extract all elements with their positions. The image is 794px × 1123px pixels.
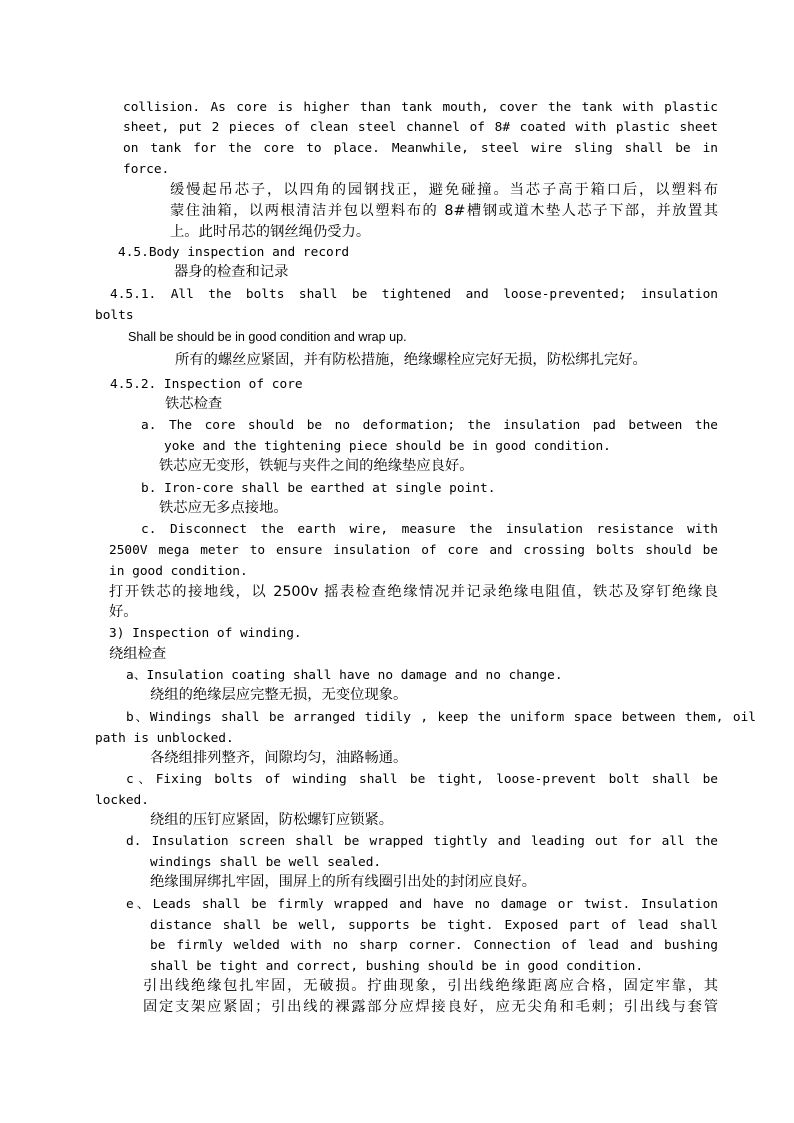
list-item: c. Disconnect the earth wire, measure the insulation resistance with	[141, 522, 718, 537]
text-line-chinese: 绕组的绝缘层应完整无损，无变位现象。	[150, 687, 408, 703]
text-line-chinese: 引出线绝缘包扎牢固，无破损。拧曲现象，引出线绝缘距离应合格，固定牢靠，其	[143, 978, 718, 994]
list-item: a、Insulation coating shall have no damage and no change.	[126, 668, 563, 683]
text-line: sheet, put 2 pieces of clean steel channel of 8# coated with plastic sheet	[123, 120, 718, 135]
text-line-chinese: 好。	[109, 604, 138, 620]
section-heading: 4.5.Body inspection and record	[118, 245, 350, 260]
list-item: c、Fixing bolts of winding shall be tight, loose-prevent bolt shall be	[126, 772, 718, 787]
text-line-chinese: 绝缘围屏绑扎牢固，围屏上的所有线圈引出处的封闭应良好。	[150, 874, 537, 890]
text-line: path is unblocked.	[95, 731, 234, 746]
text-line-chinese: 上。此时吊芯的钢丝绳仍受力。	[170, 224, 371, 240]
list-item: a. The core should be no deformation; the insulation pad between the	[141, 418, 718, 433]
list-item: d. Insulation screen shall be wrapped tightly and leading out for all the	[126, 834, 718, 849]
text-line: in good condition.	[109, 564, 248, 579]
section-heading: 3) Inspection of winding.	[109, 626, 302, 641]
text-line: collision. As core is higher than tank mouth, cover the tank with plastic	[123, 100, 718, 115]
text-line-chinese: 固定支架应紧固；引出线的裸露部分应焊接良好，应无尖角和毛刺；引出线与套管	[143, 999, 718, 1015]
subsection-heading-chinese: 铁芯检查	[165, 396, 223, 412]
text-line-chinese: 各绕组排列整齐，间隙均匀，油路畅通。	[150, 750, 408, 766]
text-line-chinese: 打开铁芯的接地线，以 2500v 摇表检查绝缘情况并记录绝缘电阻值，铁芯及穿钉绝缘良	[109, 584, 718, 600]
list-item: b、Windings shall be arranged tidily , keep the uniform space between them, oil	[126, 710, 756, 725]
text-line: distance shall be well, supports be tight. Exposed part of lead shall	[150, 918, 718, 933]
text-line-chinese: 蒙住油箱，以两根清洁并包以塑料布的 8#槽钢或道木垫人芯子下部，并放置其	[170, 203, 718, 219]
text-line-chinese: 铁芯应无变形，铁轭与夹件之间的绝缘垫应良好。	[159, 458, 474, 474]
text-line: on tank for the core to place. Meanwhile, steel wire sling shall be in	[123, 141, 718, 156]
text-line: 4.5.1. All the bolts shall be tightened and loose-prevented; insulation	[110, 287, 718, 302]
list-item: b. Iron-core shall be earthed at single point.	[141, 481, 496, 496]
text-line: bolts	[95, 308, 134, 323]
text-line: shall be tight and correct, bushing should be in good condition.	[150, 959, 644, 974]
section-heading-chinese: 绕组检查	[109, 646, 167, 662]
text-line-chinese: 铁芯应无多点接地。	[159, 500, 288, 516]
text-line-chinese: 绕组的压钉应紧固，防松螺钉应锁紧。	[150, 812, 394, 828]
list-item: e、Leads shall be firmly wrapped and have no damage or twist. Insulation	[126, 897, 718, 912]
text-line: yoke and the tightening piece should be in good condition.	[164, 439, 611, 454]
section-heading-chinese: 器身的检查和记录	[174, 264, 289, 280]
text-line-chinese: 所有的螺丝应紧固，并有防松措施，绝缘螺栓应完好无损，防松绑扎完好。	[175, 352, 647, 368]
subsection-heading: 4.5.2. Inspection of core	[110, 377, 303, 392]
text-line: 2500V mega meter to ensure insulation of core and crossing bolts should be	[109, 543, 718, 558]
text-line: Shall be should be in good condition and wrap up.	[128, 330, 407, 344]
text-line: locked.	[95, 793, 149, 808]
text-line: be firmly welded with no sharp corner. Connection of lead and bushing	[150, 938, 718, 953]
text-line-chinese: 缓慢起吊芯子，以四角的园钢找正，避免碰撞。当芯子高于箱口后，以塑料布	[170, 182, 718, 198]
text-line: force.	[123, 162, 170, 177]
text-line: windings shall be well sealed.	[150, 855, 382, 870]
